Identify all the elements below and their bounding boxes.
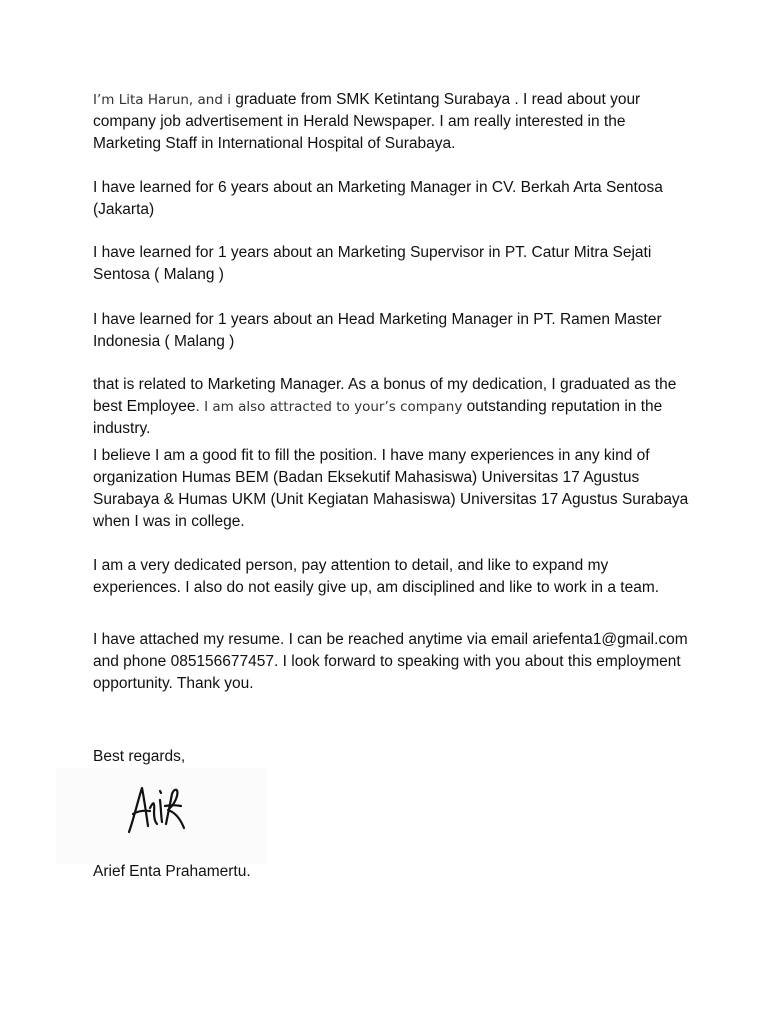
intro-rest-text: graduate from SMK Ketintang Surabaya . I read about your company job advertisement in Herald Newspaper. I am really interested in the Marketing Staff in International Hospital of Surabaya. (93, 91, 641, 152)
personality-paragraph: I am a very dedicated person, pay attention to detail, and like to expand my experiences. I also do not easily give up, am disciplined and like to work in a team. (93, 557, 660, 596)
dedication-text: that is related to Marketing Manager. As a bonus of my dedication, I graduated as the best Employee (93, 376, 677, 415)
sender-name: Arief Enta Prahamertu. (93, 863, 251, 880)
dedication-paragraph (93, 374, 693, 440)
experience-paragraph-3: I have learned for 1 years about an Head Marketing Manager in PT. Ramen Master Indonesia ( Malang ) (93, 311, 662, 350)
experience-paragraph-2: I have learned for 1 years about an Marketing Supervisor in PT. Catur Mitra Sejati Sentosa ( Malang ) (93, 244, 652, 283)
signature (56, 768, 266, 864)
contact-paragraph: I have attached my resume. I can be reached anytime via email ariefenta1@gmail.com and phone 085156677457. I look forward to speaking with you about this employment opportunity. Thank you. (93, 631, 688, 692)
reputation-text: outstanding reputation in the industry. (93, 398, 663, 437)
attraction-text: . I am also attracted to your’s company (195, 399, 463, 415)
intro-name-text: I’m Lita Harun, and i (93, 92, 231, 108)
signature-mark (124, 778, 194, 842)
closing-text: Best regards, (93, 748, 186, 765)
fit-paragraph: I believe I am a good fit to fill the position. I have many experiences in any kind of organization Humas BEM (Badan Eksekutif Mahasiswa) Universitas 17 Agustus Surabaya & Humas UKM (Unit Kegiatan Mahasiswa) Universitas 17 Agustus Surabaya when I was in college. (93, 447, 689, 530)
intro-paragraph (93, 89, 693, 155)
experience-paragraph-1: I have learned for 6 years about an Marketing Manager in CV. Berkah Arta Sentosa (Jakarta) (93, 179, 663, 218)
